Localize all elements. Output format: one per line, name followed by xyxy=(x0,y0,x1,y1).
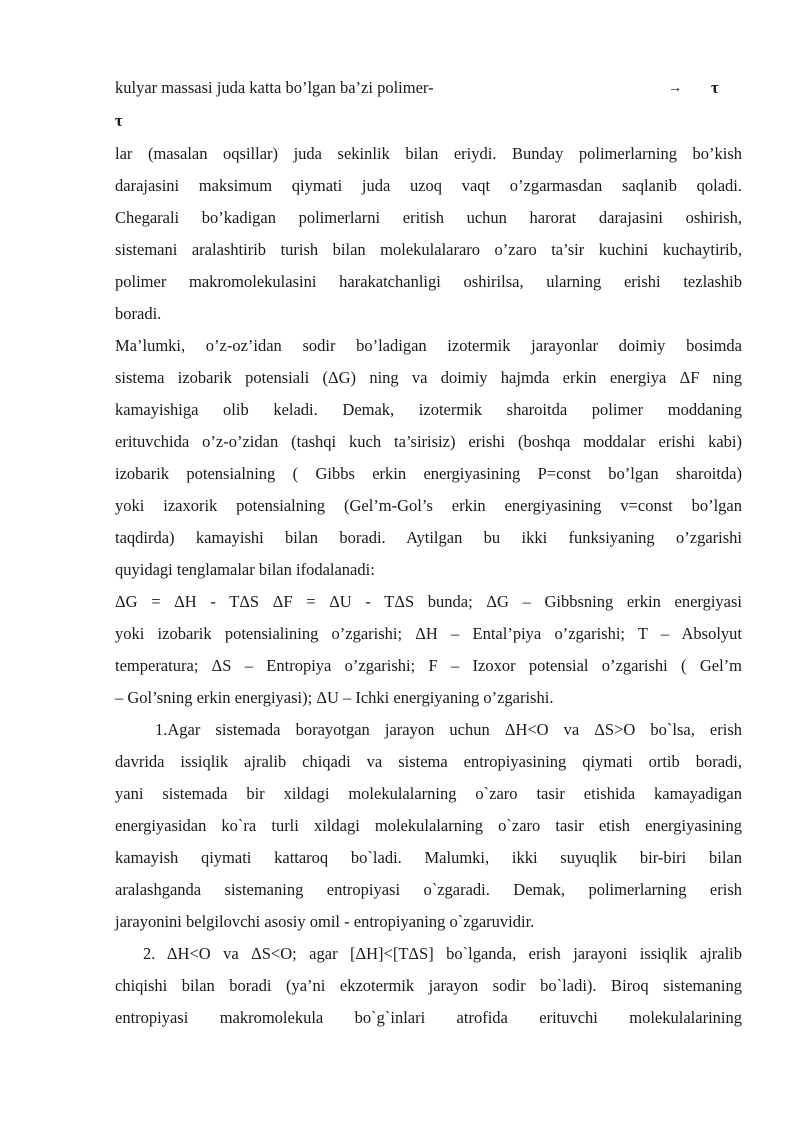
paragraph-1-start: 1.Agar sistemada borayotgan jarayon uchun ΔH<O va ΔS>O bo`lsa, erish xyxy=(155,720,742,739)
text-line-19: – Gol’sning erkin energiyasi); ΔU – Ichki energiyaning o’zgarishi. xyxy=(115,688,554,707)
text-line-5: sistemani aralashtirib turish bilan molekulalararo o’zaro ta’sir kuchini kuchaytirib, xyxy=(115,240,742,259)
text-line-14: taqdirda) kamayishi bilan boradi. Aytilgan bu ikki funksiyaning o’zgarishi xyxy=(115,528,742,547)
text-line-11: erituvchida o’z-o’zidan (tashqi kuch ta’sirisiz) erishi (boshqa moddalar erishi kabi) xyxy=(115,432,742,451)
text-line-9: sistema izobarik potensiali (ΔG) ning va doimiy hajmda erkin energiya ΔF ning xyxy=(115,368,742,387)
text-line-10: kamayishiga olib keladi. Demak, izotermik sharoitda polimer moddaning xyxy=(115,400,742,419)
text-line-23: energiyasidan ko`ra turli xildagi molekulalarning o`zaro tasir etish energiyasining xyxy=(115,816,742,835)
text-line-21: davrida issiqlik ajralib chiqadi va sistema entropiyasining qiymati ortib boradi, xyxy=(115,752,742,771)
text-line-26: jarayonini belgilovchi asosiy omil - entropiyaning o`zgaruvidir. xyxy=(115,912,535,931)
arrow-symbol: → xyxy=(668,81,682,96)
text-line-12: izobarik potensialning ( Gibbs erkin energiyasining P=const bo’lgan sharoitda) xyxy=(115,464,742,483)
equation-line: ΔG = ΔH - TΔS ΔF = ΔU - TΔS bunda; ΔG – Gibbsning erkin energiyasi xyxy=(115,592,742,611)
text-line-18: temperatura; ΔS – Entropiya o’zgarishi; F – Izoxor potensial o’zgarishi ( Gel’m xyxy=(115,656,742,675)
text-line-6: polimer makromolekulasini harakatchanligi oshirilsa, ularning erishi tezlashib xyxy=(115,272,742,291)
text-line-17: yoki izobarik potensialining o’zgarishi; ΔH – Ental’piya o’zgarishi; T – Absolyut xyxy=(115,624,742,643)
text-line-13: yoki izaxorik potensialning (Gel’m-Gol’s erkin energiyasining v=const bo’lgan xyxy=(115,496,742,515)
tau-symbol-left: τ xyxy=(115,111,123,130)
tau-symbol-right: τ xyxy=(711,78,719,97)
text-line-4: Chegarali bo’kadigan polimerlarni eritish uchun harorat darajasini oshirish, xyxy=(115,208,742,227)
text-line-8: Ma’lumki, o’z-oz’idan sodir bo’ladigan izotermik jarayonlar doimiy bosimda xyxy=(115,336,742,355)
paragraph-2-start: 2. ΔH<O va ΔS<O; agar [ΔH]<[TΔS] bo`lganda, erish jarayoni issiqlik ajralib xyxy=(143,944,742,963)
text-line-15: quyidagi tenglamalar bilan ifodalanadi: xyxy=(115,560,375,579)
text-line-22: yani sistemada bir xildagi molekulalarning o`zaro tasir etishida kamayadigan xyxy=(115,784,742,803)
text-line-24: kamayish qiymati kattaroq bo`ladi. Malumki, ikki suyuqlik bir-biri bilan xyxy=(115,848,742,867)
text-line-2: lar (masalan oqsillar) juda sekinlik bilan eriydi. Bunday polimerlarning bo’kish xyxy=(115,144,742,163)
text-line-7: boradi. xyxy=(115,304,162,323)
text-line-3: darajasini maksimum qiymati juda uzoq vaqt o’zgarmasdan saqlanib qoladi. xyxy=(115,176,742,195)
text-line-29: entropiyasi makromolekula bo`g`inlari atrofida erituvchi molekulalarining xyxy=(115,1008,742,1027)
text-line-1: kulyar massasi juda katta bo’lgan ba’zi polimer- xyxy=(115,78,434,97)
text-line-25: aralashganda sistemaning entropiyasi o`zgaradi. Demak, polimerlarning erish xyxy=(115,880,742,899)
text-line-28: chiqishi bilan boradi (ya’ni ekzotermik jarayon sodir bo`ladi). Biroq sistemaning xyxy=(115,976,742,995)
